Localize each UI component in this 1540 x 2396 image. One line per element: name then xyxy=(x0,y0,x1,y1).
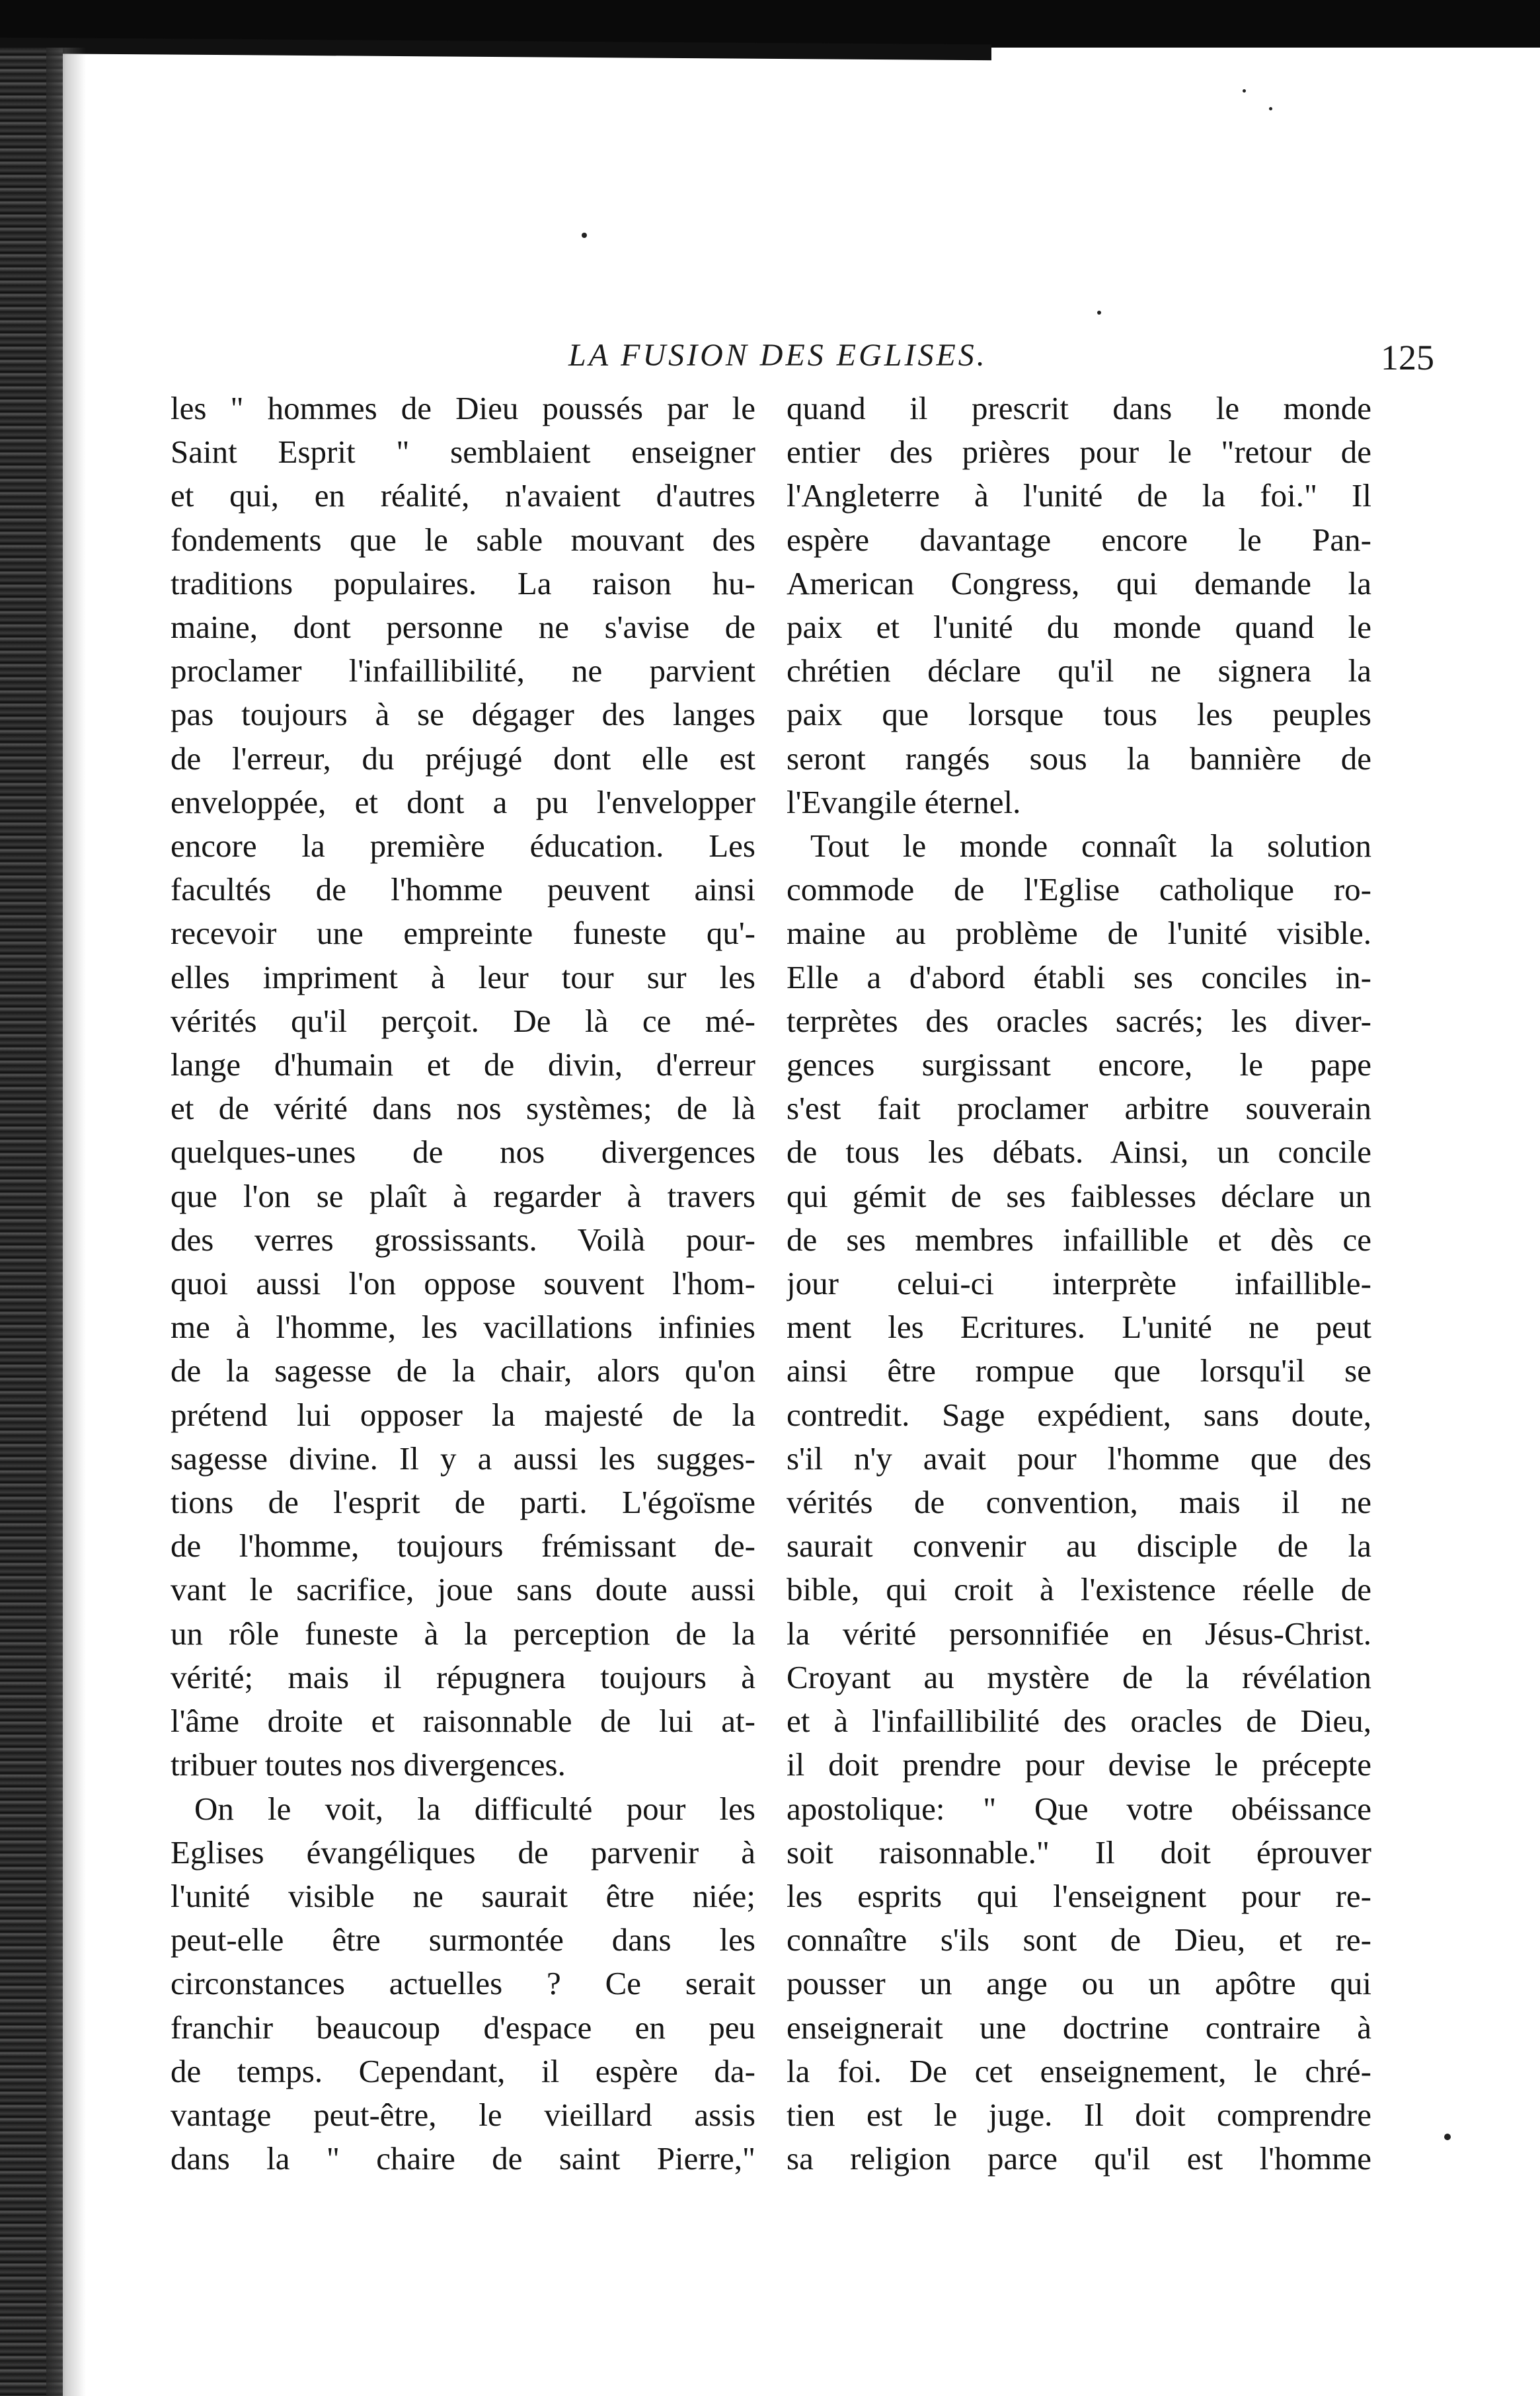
text-line: vant le sacrifice, joue sans doute aussi xyxy=(171,1571,755,1608)
text-line: Elle a d'abord établi ses conciles in- xyxy=(787,958,1371,995)
margin-dot xyxy=(1444,2134,1451,2140)
text-line: enseignerait une doctrine contraire à xyxy=(787,2009,1371,2046)
text-line: et de vérité dans nos systèmes; de là xyxy=(171,1090,755,1127)
text-line: paix que lorsque tous les peuples xyxy=(787,696,1371,733)
text-line: la foi. De cet enseignement, le chré- xyxy=(787,2052,1371,2089)
text-line: et qui, en réalité, n'avaient d'autres xyxy=(171,477,755,514)
text-line: tribuer toutes nos divergences. xyxy=(171,1746,566,1783)
text-line: vérité; mais il répugnera toujours à xyxy=(171,1658,755,1695)
text-line: de l'homme, toujours frémissant de- xyxy=(171,1527,755,1565)
text-line: enveloppée, et dont a pu l'envelopper xyxy=(171,783,755,820)
text-line: que l'on se plaît à regarder à travers xyxy=(171,1177,755,1214)
scan-speck xyxy=(1243,89,1246,93)
page-number: 125 xyxy=(1381,338,1434,377)
text-line: dans la " chaire de saint Pierre," xyxy=(171,2140,755,2177)
text-line: qui gémit de ses faiblesses déclare un xyxy=(787,1177,1371,1214)
text-line: terprètes des oracles sacrés; les diver- xyxy=(787,1002,1371,1039)
text-line: et à l'infaillibilité des oracles de Dieu, xyxy=(787,1703,1371,1740)
text-line: commode de l'Eglise catholique ro- xyxy=(787,871,1371,908)
scan-speck xyxy=(582,233,587,238)
text-line: s'est fait proclamer arbitre souverain xyxy=(787,1090,1371,1127)
text-line: vantage peut-être, le vieillard assis xyxy=(171,2096,755,2133)
text-line: bible, qui croit à l'existence réelle de xyxy=(787,1571,1371,1608)
text-line: Croyant au mystère de la révélation xyxy=(787,1658,1371,1695)
text-line: Eglises évangéliques de parvenir à xyxy=(171,1834,755,1871)
text-line: tions de l'esprit de parti. L'égoïsme xyxy=(171,1484,755,1521)
text-line: chrétien déclare qu'il ne signera la xyxy=(787,652,1371,689)
text-line: les " hommes de Dieu poussés par le xyxy=(171,390,755,426)
text-line: les esprits qui l'enseignent pour re- xyxy=(787,1877,1371,1914)
right-text-column xyxy=(787,387,1371,2181)
page-header xyxy=(165,337,1434,390)
text-line: gences surgissant encore, le pape xyxy=(787,1046,1371,1083)
text-line: contredit. Sage expédient, sans doute, xyxy=(787,1396,1371,1433)
text-line: prétend lui opposer la majesté de la xyxy=(171,1396,755,1433)
text-line: un rôle funeste à la perception de la xyxy=(171,1615,755,1652)
text-line: me à l'homme, les vacillations infinies xyxy=(171,1309,755,1346)
text-line: l'âme droite et raisonnable de lui at- xyxy=(171,1703,755,1740)
text-line: quand il prescrit dans le monde xyxy=(787,390,1371,426)
text-line: encore la première éducation. Les xyxy=(171,828,755,865)
text-line: proclamer l'infaillibilité, ne parvient xyxy=(171,652,755,689)
text-line: lange d'humain et de divin, d'erreur xyxy=(171,1046,755,1083)
text-line: connaître s'ils sont de Dieu, et re- xyxy=(787,1921,1371,1958)
text-line: American Congress, qui demande la xyxy=(787,564,1371,601)
text-line: quoi aussi l'on oppose souvent l'hom- xyxy=(171,1265,755,1302)
text-line: de l'erreur, du préjugé dont elle est xyxy=(171,740,755,777)
text-line: la vérité personnifiée en Jésus-Christ. xyxy=(787,1615,1371,1652)
text-line: entier des prières pour le "retour de xyxy=(787,434,1371,471)
text-line: sa religion parce qu'il est l'homme xyxy=(787,2140,1371,2177)
text-line: vérités de convention, mais il ne xyxy=(787,1484,1371,1521)
scan-binding-edge xyxy=(0,48,63,2396)
text-line: ment les Ecritures. L'unité ne peut xyxy=(787,1309,1371,1346)
text-line: peut-elle être surmontée dans les xyxy=(171,1921,755,1958)
text-line: Saint Esprit " semblaient enseigner xyxy=(171,434,755,471)
text-line: de la sagesse de la chair, alors qu'on xyxy=(171,1352,755,1389)
text-line: fondements que le sable mouvant des xyxy=(171,521,755,558)
text-line: s'il n'y avait pour l'homme que des xyxy=(787,1440,1371,1477)
text-line: vérités qu'il perçoit. De là ce mé- xyxy=(171,1002,755,1039)
text-line: de ses membres infaillible et dès ce xyxy=(787,1221,1371,1258)
text-line: seront rangés sous la bannière de xyxy=(787,740,1371,777)
text-line: l'unité visible ne saurait être niée; xyxy=(171,1877,755,1914)
text-line: paix et l'unité du monde quand le xyxy=(787,609,1371,646)
text-line: jour celui-ci interprète infaillible- xyxy=(787,1265,1371,1302)
text-line: maine au problème de l'unité visible. xyxy=(787,915,1371,952)
text-line: de temps. Cependant, il espère da- xyxy=(171,2052,755,2089)
text-line: apostolique: " Que votre obéissance xyxy=(787,1790,1371,1827)
text-line: espère davantage encore le Pan- xyxy=(787,521,1371,558)
text-line: franchir beaucoup d'espace en peu xyxy=(171,2009,755,2046)
text-line: Tout le monde connaît la solution xyxy=(810,828,1371,865)
left-text-column xyxy=(171,387,755,2181)
scan-speck xyxy=(1269,107,1272,110)
text-line: maine, dont personne ne s'avise de xyxy=(171,609,755,646)
text-line: pousser un ange ou un apôtre qui xyxy=(787,1965,1371,2002)
text-line: quelques-unes de nos divergences xyxy=(171,1134,755,1171)
text-line: ainsi être rompue que lorsqu'il se xyxy=(787,1352,1371,1389)
text-line: il doit prendre pour devise le précepte xyxy=(787,1746,1371,1783)
text-line: sagesse divine. Il y a aussi les sugges- xyxy=(171,1440,755,1477)
text-line: traditions populaires. La raison hu- xyxy=(171,564,755,601)
text-line: saurait convenir au disciple de la xyxy=(787,1527,1371,1565)
text-line: On le voit, la difficulté pour les xyxy=(194,1790,755,1827)
text-line: tien est le juge. Il doit comprendre xyxy=(787,2096,1371,2133)
text-line: pas toujours à se dégager des langes xyxy=(171,696,755,733)
text-line: facultés de l'homme peuvent ainsi xyxy=(171,871,755,908)
text-line: circonstances actuelles ? Ce serait xyxy=(171,1965,755,2002)
text-line: des verres grossissants. Voilà pour- xyxy=(171,1221,755,1258)
text-line: soit raisonnable." Il doit éprouver xyxy=(787,1834,1371,1871)
text-line: recevoir une empreinte funeste qu'- xyxy=(171,915,755,952)
text-line: de tous les débats. Ainsi, un concile xyxy=(787,1134,1371,1171)
scan-top-border xyxy=(0,0,1540,48)
scan-speck xyxy=(1097,311,1101,315)
running-head: LA FUSION DES EGLISES. xyxy=(568,338,987,373)
text-line: l'Evangile éternel. xyxy=(787,783,1021,820)
text-line: l'Angleterre à l'unité de la foi." Il xyxy=(787,477,1371,514)
text-line: elles impriment à leur tour sur les xyxy=(171,958,755,995)
